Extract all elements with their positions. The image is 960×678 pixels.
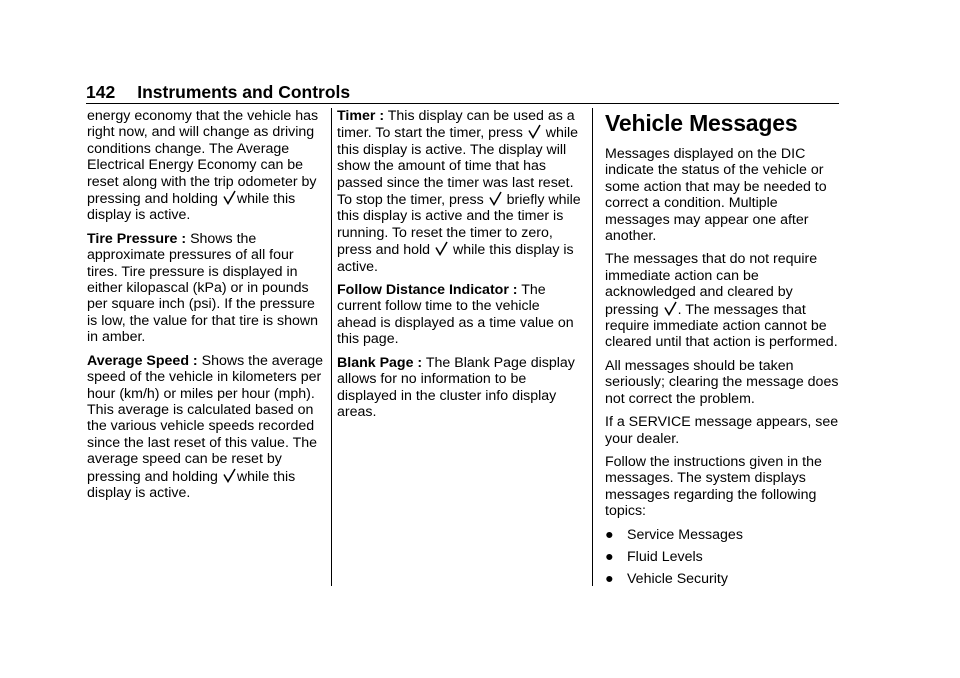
timer-text-d: while this display is active. <box>337 242 574 275</box>
intro-text: energy economy that the vehicle has right now, and will change as driving conditions change. The Average Electrical Energy Economy can be reset along with the trip odometer by pressing and holding <box>87 108 319 208</box>
messages-paragraph-1: Messages displayed on the DIC indicate the status of the vehicle or some action that may be needed to correct a condition. Multiple messages may appear one after another. <box>605 146 827 245</box>
topic-label: Service Messages <box>627 526 743 543</box>
timer-paragraph <box>337 108 582 275</box>
follow-distance-text: The current follow time to the vehicle ahead is displayed as a time value on this page. <box>337 282 574 348</box>
tire-pressure-text: Shows the approximate pressures of all four tires. Tire pressure is displayed in either kilopascal (kPa) or in pounds per square inch (psi). If the pressure is low, the value for that tire is shown in amber. <box>87 230 319 346</box>
section-title: Instruments and Controls <box>137 82 351 102</box>
messages-paragraph-3: All messages should be taken seriously; clearing the message does not correct the problem. <box>605 357 839 407</box>
column-middle <box>337 108 582 427</box>
column-divider-right <box>592 108 593 586</box>
average-speed-term: Average Speed : <box>87 352 198 369</box>
topic-list <box>605 527 840 588</box>
page-header <box>86 82 350 103</box>
average-speed-paragraph <box>87 353 327 502</box>
checkmark-icon <box>489 191 502 206</box>
bullet-icon: ● <box>605 526 614 543</box>
blank-page-term: Blank Page : <box>337 354 423 371</box>
list-item <box>605 571 840 587</box>
average-speed-text: Shows the average speed of the vehicle in kilometers per hour (km/h) or miles per hour (mph). This average is calculated based on the various vehicle speeds recorded since the last reset of this value. The average speed can be reset by pressing and holding <box>87 352 324 485</box>
topic-label: Vehicle Security <box>627 571 728 588</box>
header-rule <box>86 103 839 104</box>
blank-page-paragraph <box>337 355 582 421</box>
topic-label: Fluid Levels <box>627 548 703 565</box>
timer-text-b: while this display is active. The display will show the amount of time that has passed since the timer was last reset. To stop the timer, press <box>337 125 579 209</box>
timer-text-c: briefly while this display is active and the timer is running. To reset the timer to zero, press and hold <box>337 192 581 259</box>
messages-paragraph-5: Follow the instructions given in the messages. The system displays messages regarding the following topics: <box>605 453 822 520</box>
list-item <box>605 549 840 565</box>
tire-pressure-term: Tire Pressure : <box>87 230 187 247</box>
list-item <box>605 527 840 543</box>
intro-paragraph <box>87 108 327 224</box>
checkmark-icon <box>223 190 236 205</box>
bullet-icon: ● <box>605 571 614 588</box>
column-divider-left <box>331 108 332 586</box>
bullet-icon: ● <box>605 548 614 565</box>
column-left <box>87 108 327 508</box>
column-right <box>605 108 840 594</box>
average-speed-text-end: while this display is active. <box>87 468 296 501</box>
follow-distance-term: Follow Distance Indicator : <box>337 282 518 299</box>
messages-paragraph-4: If a SERVICE message appears, see your dealer. <box>605 414 839 447</box>
section-heading: Vehicle Messages <box>605 110 798 136</box>
checkmark-icon <box>435 241 448 256</box>
acknowledge-text-end: . The messages that require immediate action cannot be cleared until that action is performed. <box>605 301 838 351</box>
timer-term: Timer : <box>337 108 385 124</box>
acknowledge-text: The messages that do not require immediate action can be acknowledged and cleared by pressing <box>605 251 818 318</box>
intro-text-end: while this display is active. <box>87 191 296 224</box>
tire-pressure-paragraph <box>87 231 327 346</box>
checkmark-icon <box>528 124 541 139</box>
page-number: 142 <box>86 82 116 102</box>
blank-page-text: The Blank Page display allows for no information to be displayed in the cluster info display areas. <box>337 354 575 420</box>
messages-paragraph-2 <box>605 251 840 350</box>
follow-distance-paragraph <box>337 282 582 348</box>
checkmark-icon <box>223 468 236 483</box>
checkmark-icon <box>664 301 677 316</box>
timer-text-a: This display can be used as a timer. To start the timer, press <box>337 108 575 142</box>
